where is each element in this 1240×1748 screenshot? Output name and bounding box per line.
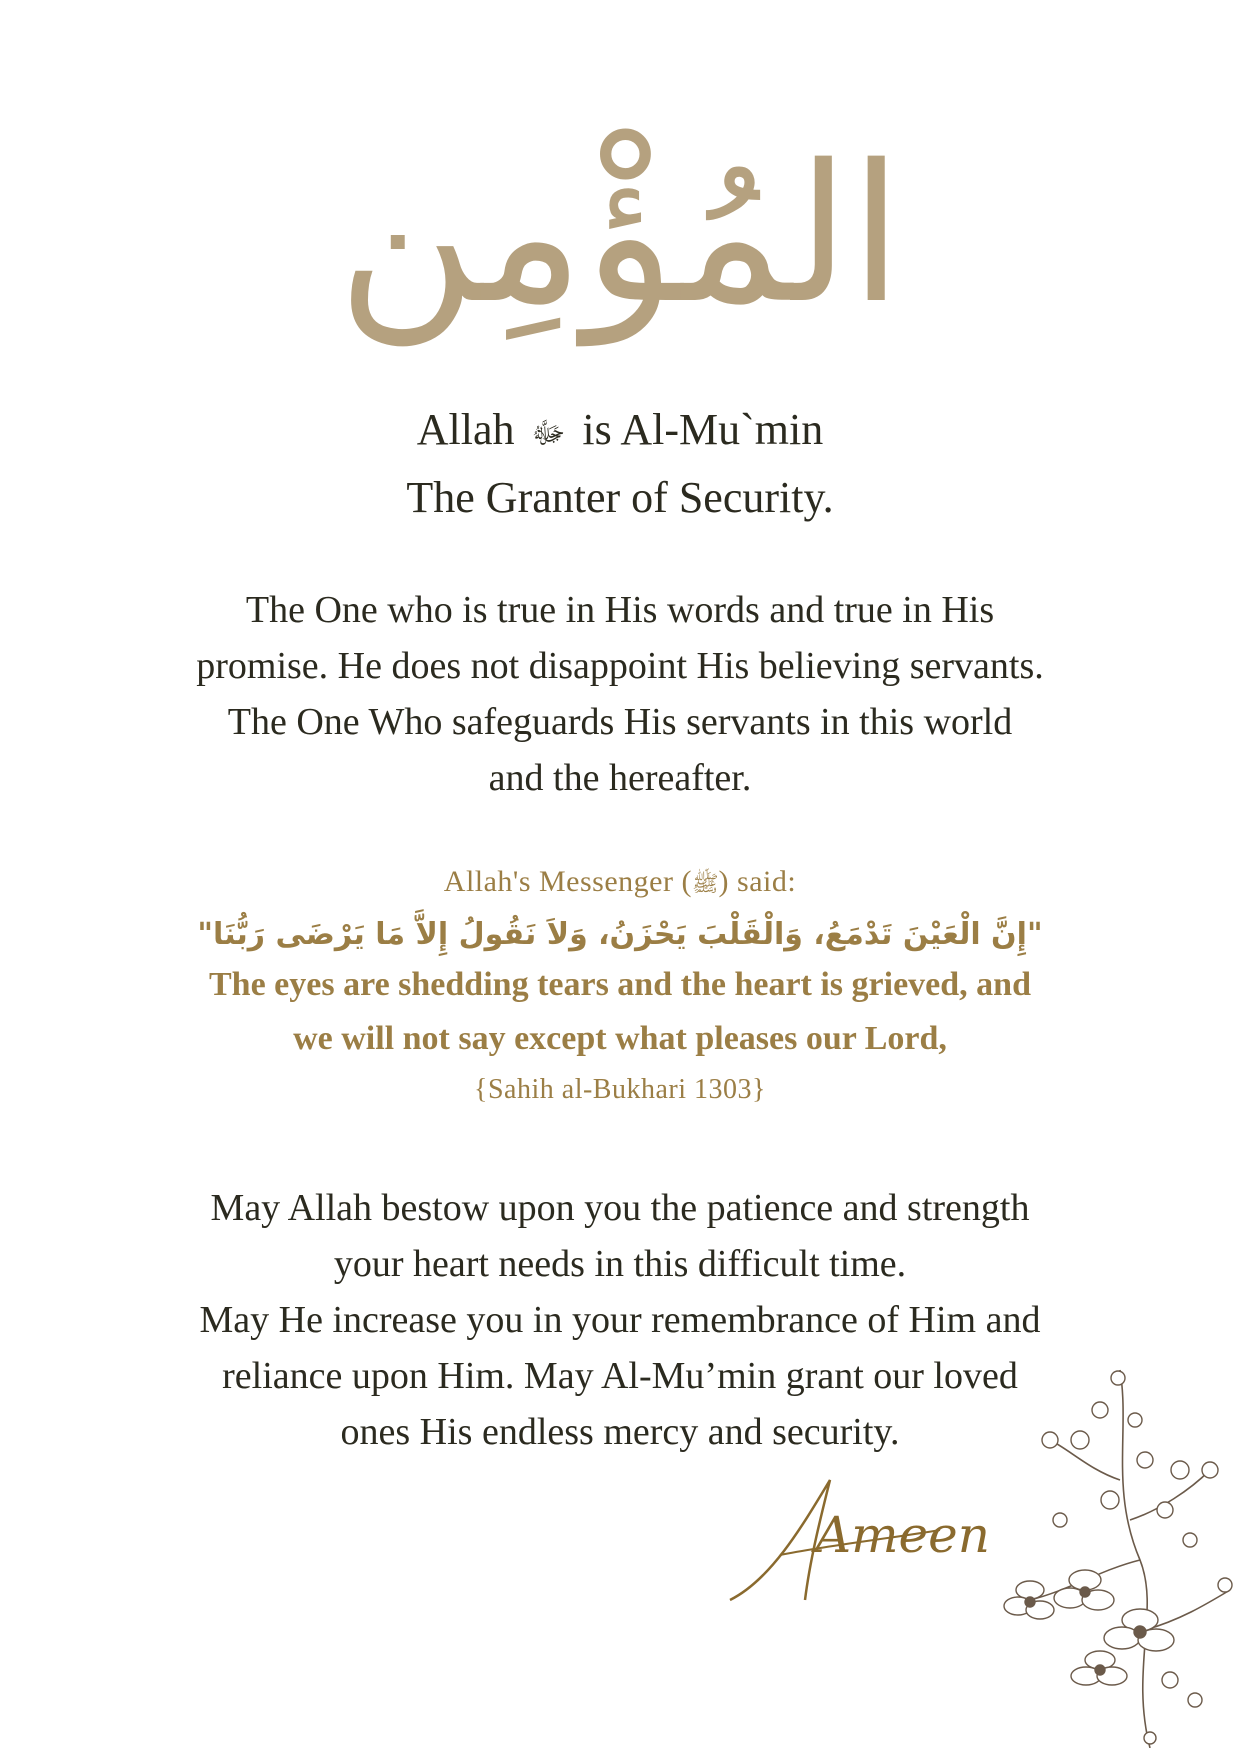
- hadith-intro-prefix: Allah's Messenger (: [443, 865, 692, 898]
- bud: [1157, 1502, 1173, 1518]
- meaning-paragraph: [0, 582, 1240, 806]
- hadith-arabic: "إِنَّ الْعَيْنَ تَدْمَعُ، وَالْقَلْبَ يَحْزَنُ، وَلاَ نَقُولُ إِلاَّ مَا يَرْضَى رَبُّنَا": [197, 917, 1043, 952]
- arabic-title: المُؤْمِن: [337, 124, 903, 345]
- bud: [1128, 1413, 1142, 1427]
- bud: [1183, 1533, 1197, 1547]
- bud: [1188, 1693, 1202, 1707]
- bud: [1111, 1371, 1125, 1385]
- bud: [1137, 1452, 1153, 1468]
- hadith-intro: [0, 860, 1240, 907]
- meaning-line: and the hereafter.: [488, 757, 752, 799]
- dua-line: ones His endless mercy and security.: [340, 1411, 900, 1453]
- meaning-line: The One who is true in His words and true in His: [245, 589, 995, 631]
- bud: [1162, 1672, 1178, 1688]
- blossom: [1004, 1581, 1054, 1619]
- dua-line: your heart needs in this difficult time.: [333, 1243, 907, 1285]
- blossom: [1054, 1570, 1114, 1610]
- signature-text: Ameen: [815, 1506, 990, 1564]
- honorific-glyph: ﷻ: [531, 415, 566, 451]
- bud: [1171, 1461, 1189, 1479]
- meaning-line: promise. He does not disappoint His believing servants.: [196, 645, 1044, 687]
- bud: [1071, 1431, 1089, 1449]
- bud: [1092, 1402, 1108, 1418]
- dua-line: reliance upon Him. May Al-Mu’min grant our loved: [222, 1355, 1018, 1397]
- branch-twig: [1145, 1590, 1230, 1630]
- bud: [1202, 1462, 1218, 1478]
- subtitle-line-1: [0, 398, 1240, 466]
- bud: [1053, 1513, 1067, 1527]
- meaning-line: The One Who safeguards His servants in this world: [227, 701, 1013, 743]
- hadith-english-line: we will not say except what pleases our Lord,: [293, 1020, 947, 1057]
- hadith-intro-suffix: ) said:: [718, 865, 797, 898]
- dua-line: May Allah bestow upon you the patience and strength: [210, 1187, 1030, 1229]
- flower-branch-icon: [990, 1370, 1240, 1748]
- subtitle-suffix: is Al-Mu`min: [582, 405, 824, 454]
- subtitle-prefix: Allah: [416, 405, 515, 454]
- bud: [1042, 1432, 1058, 1448]
- bud: [1144, 1732, 1156, 1744]
- hadith-source: {Sahih al-Bukhari 1303}: [474, 1074, 766, 1105]
- subtitle-line-2: The Granter of Security.: [406, 472, 834, 522]
- subtitle: [0, 398, 1240, 530]
- bud: [1218, 1578, 1232, 1592]
- blossom: [1071, 1651, 1127, 1685]
- salawat-glyph: ﷺ: [691, 872, 719, 897]
- signature: [710, 1460, 990, 1610]
- blossom: [1104, 1609, 1174, 1651]
- dua-line: May He increase you in your remembrance of Him and: [199, 1299, 1041, 1341]
- hadith-english: [0, 958, 1240, 1066]
- bud: [1101, 1491, 1119, 1509]
- hadith-english-line: The eyes are shedding tears and the heart is grieved, and: [209, 966, 1031, 1003]
